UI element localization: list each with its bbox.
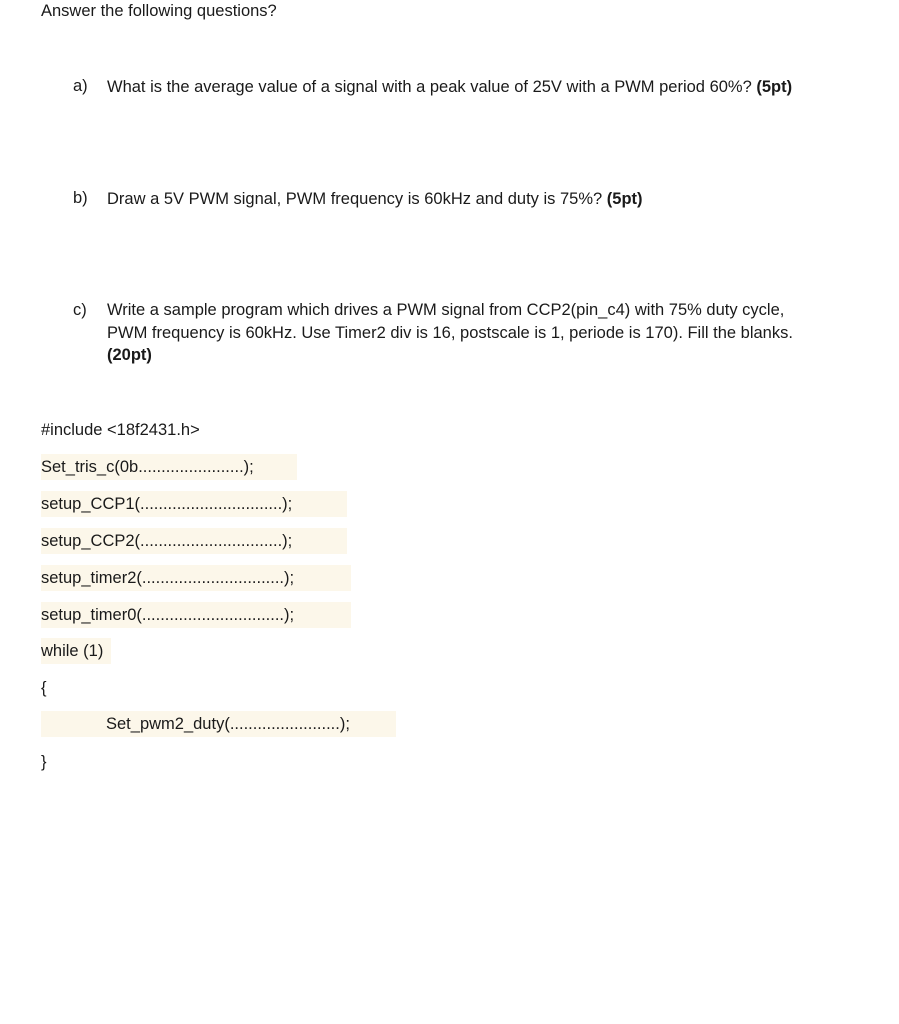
question-c-line-2: PWM frequency is 60kHz. Use Timer2 div is 16, postscale is 1, periode is 170). Fill the blanks. — [107, 324, 793, 342]
code-while: while (1) — [41, 638, 111, 664]
question-a-text-block — [107, 76, 792, 98]
code-open-brace: { — [41, 679, 47, 697]
question-b-text-block — [107, 188, 643, 210]
code-setup-timer2: setup_timer2(...............................); — [41, 565, 351, 591]
code-set-pwm2-duty: Set_pwm2_duty(........................); — [41, 711, 396, 737]
question-b-points: (5pt) — [606, 190, 643, 208]
question-a-label: a) — [73, 77, 88, 95]
question-a-text: What is the average value of a signal with a peak value of 25V with a PWM period 60%? — [107, 78, 752, 96]
code-setup-timer0: setup_timer0(...............................); — [41, 602, 351, 628]
code-include: #include <18f2431.h> — [41, 421, 200, 439]
question-c-line-1: Write a sample program which drives a PWM signal from CCP2(pin_c4) with 75% duty cycle, — [107, 301, 785, 319]
question-a-points: (5pt) — [756, 78, 793, 96]
question-b-text: Draw a 5V PWM signal, PWM frequency is 60kHz and duty is 75%? — [107, 190, 603, 208]
question-b-label: b) — [73, 189, 88, 207]
code-close-brace: } — [41, 753, 47, 771]
question-c-label: c) — [73, 301, 87, 319]
code-set-tris: Set_tris_c(0b.......................); — [41, 454, 297, 480]
code-setup-ccp1: setup_CCP1(...............................); — [41, 491, 347, 517]
code-setup-ccp2: setup_CCP2(...............................); — [41, 528, 347, 554]
question-c-points: (20pt) — [107, 346, 152, 364]
page-title: Answer the following questions? — [41, 2, 277, 20]
